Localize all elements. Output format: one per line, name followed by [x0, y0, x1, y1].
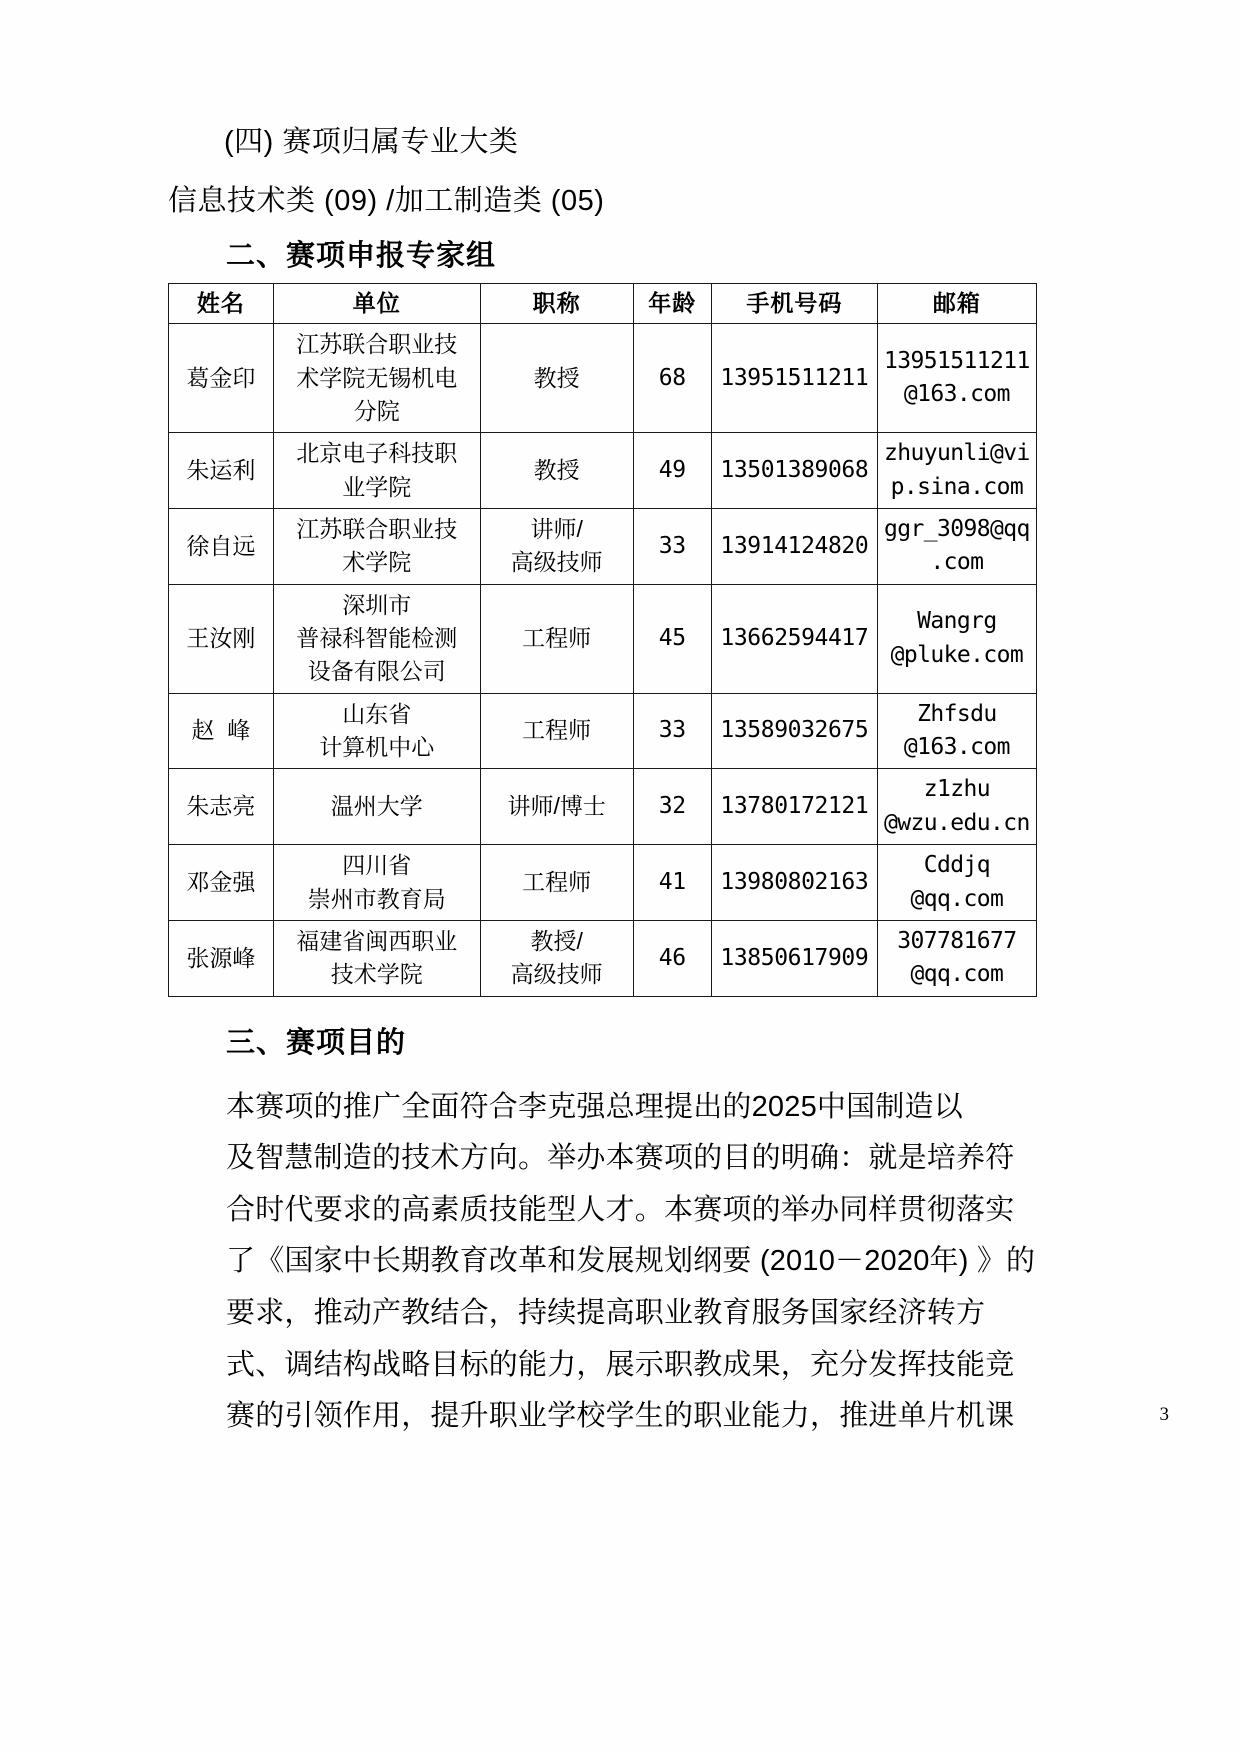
email-line: @pluke.com — [890, 641, 1024, 668]
cell-phone: 13850617909 — [712, 920, 878, 996]
paragraph-line: 及智慧制造的技术方向。举办本赛项的目的明确：就是培养符 — [226, 1142, 1015, 1175]
cell-email — [877, 920, 1036, 996]
email-line: @qq.com — [910, 961, 1004, 988]
cell-phone: 13980802163 — [712, 845, 878, 921]
unit-line: 设备有限公司 — [307, 658, 446, 685]
unit-line: 四川省 — [342, 852, 412, 879]
cell-name: 朱运利 — [169, 433, 274, 509]
cell-phone: 13589032675 — [712, 693, 878, 769]
title-line: 教授 — [533, 457, 580, 484]
cell-email — [877, 769, 1036, 845]
unit-line: 北京电子科技职 — [296, 440, 458, 467]
email-line: 13951511211 — [884, 348, 1030, 375]
cell-unit — [273, 324, 480, 433]
title-line: 工程师 — [522, 717, 592, 744]
table-row — [169, 584, 1037, 693]
cell-title — [480, 509, 633, 585]
table-row — [169, 324, 1037, 433]
cell-age: 41 — [633, 845, 712, 921]
section-four-heading: (四) 赛项归属专业大类 — [224, 126, 519, 158]
table-row — [169, 433, 1037, 509]
email-line: Zhfsdu — [917, 700, 997, 727]
cell-name: 王汝刚 — [169, 584, 274, 693]
email-line: Wangrg — [917, 608, 997, 635]
email-line: ggr_3098@qq — [884, 516, 1030, 543]
cell-age: 33 — [633, 693, 712, 769]
cell-title — [480, 920, 633, 996]
column-header-phone: 手机号码 — [712, 284, 878, 324]
unit-line: 术学院无锡机电 — [296, 364, 458, 391]
column-header-name: 姓名 — [169, 284, 274, 324]
section-four-body: 信息技术类 (09) /加工制造类 (05) — [168, 185, 605, 217]
title-line: 高级技师 — [510, 961, 603, 988]
cell-age: 49 — [633, 433, 712, 509]
cell-title — [480, 845, 633, 921]
email-line: 307781677 — [897, 927, 1017, 954]
cell-email — [877, 584, 1036, 693]
cell-name: 赵 峰 — [169, 693, 274, 769]
unit-line: 崇州市教育局 — [307, 885, 446, 912]
paragraph-line: 了《国家中长期教育改革和发展规划纲要 (2010－2020年) 》的 — [226, 1245, 1036, 1278]
unit-line: 深圳市 — [342, 591, 412, 618]
unit-line: 山东省 — [342, 700, 412, 727]
cell-email — [877, 509, 1036, 585]
email-line: @wzu.edu.cn — [884, 809, 1030, 836]
unit-line: 江苏联合职业技 — [296, 516, 458, 543]
table-body — [169, 324, 1037, 996]
cell-name: 朱志亮 — [169, 769, 274, 845]
column-header-unit: 单位 — [273, 284, 480, 324]
table-row — [169, 920, 1037, 996]
cell-unit — [273, 693, 480, 769]
paragraph-line: 式、调结构战略目标的能力，展示职教成果，充分发挥技能竞 — [226, 1348, 1015, 1381]
cell-title — [480, 433, 633, 509]
table-row — [169, 845, 1037, 921]
title-line: 讲师/博士 — [507, 793, 606, 820]
unit-line: 技术学院 — [330, 961, 423, 988]
table-row — [169, 769, 1037, 845]
email-line: @163.com — [903, 734, 1010, 761]
cell-name: 葛金印 — [169, 324, 274, 433]
cell-email — [877, 433, 1036, 509]
paragraph-line: 赛的引领作用，提升职业学校学生的职业能力，推进单片机课 — [226, 1400, 1015, 1433]
column-header-title: 职称 — [480, 284, 633, 324]
column-header-age: 年龄 — [633, 284, 712, 324]
section-three-heading: 三、赛项目的 — [226, 1026, 407, 1059]
email-line: @qq.com — [910, 885, 1004, 912]
cell-email — [877, 845, 1036, 921]
cell-title — [480, 769, 633, 845]
cell-unit — [273, 920, 480, 996]
cell-name: 张源峰 — [169, 920, 274, 996]
cell-phone: 13951511211 — [712, 324, 878, 433]
title-line: 工程师 — [522, 625, 592, 652]
email-line: z1zhu — [923, 776, 990, 803]
paragraph-line: 本赛项的推广全面符合李克强总理提出的2025中国制造以 — [226, 1090, 963, 1123]
table-row — [169, 509, 1037, 585]
email-line: @163.com — [903, 381, 1010, 408]
cell-email — [877, 693, 1036, 769]
cell-phone: 13662594417 — [712, 584, 878, 693]
cell-unit — [273, 769, 480, 845]
table-header-row — [169, 284, 1037, 324]
title-line: 教授/ — [530, 927, 583, 954]
unit-line: 温州大学 — [330, 793, 423, 820]
unit-line: 术学院 — [342, 549, 412, 576]
email-line: Cddjq — [923, 852, 990, 879]
email-line: zhuyunli@vi — [884, 440, 1030, 467]
cell-age: 45 — [633, 584, 712, 693]
email-line: p.sina.com — [890, 473, 1024, 500]
title-line: 高级技师 — [510, 549, 603, 576]
cell-age: 46 — [633, 920, 712, 996]
paragraph-line: 要求，推动产教结合，持续提高职业教育服务国家经济转方 — [226, 1296, 986, 1329]
unit-line: 业学院 — [342, 473, 412, 500]
cell-name: 邓金强 — [169, 845, 274, 921]
cell-age: 32 — [633, 769, 712, 845]
cell-phone: 13501389068 — [712, 433, 878, 509]
cell-title — [480, 693, 633, 769]
table-row — [169, 693, 1037, 769]
section-two-heading: 二、赛项申报专家组 — [226, 240, 497, 272]
paragraph-line: 合时代要求的高素质技能型人才。本赛项的举办同样贯彻落实 — [226, 1193, 1015, 1226]
cell-title — [480, 584, 633, 693]
column-header-email: 邮箱 — [877, 284, 1036, 324]
cell-unit — [273, 509, 480, 585]
page-content — [168, 128, 1048, 1443]
unit-line: 计算机中心 — [319, 734, 435, 761]
cell-name: 徐自远 — [169, 509, 274, 585]
unit-line: 普禄科智能检测 — [296, 625, 458, 652]
title-line: 讲师/ — [530, 516, 583, 543]
email-line: .com — [930, 549, 984, 576]
cell-age: 33 — [633, 509, 712, 585]
cell-unit — [273, 584, 480, 693]
page-number: 3 — [1159, 1404, 1169, 1425]
title-line: 教授 — [533, 364, 580, 391]
unit-line: 分院 — [353, 398, 400, 425]
title-line: 工程师 — [522, 868, 592, 895]
unit-line: 福建省闽西职业 — [296, 927, 458, 954]
cell-phone: 13780172121 — [712, 769, 878, 845]
cell-unit — [273, 433, 480, 509]
cell-unit — [273, 845, 480, 921]
unit-line: 江苏联合职业技 — [296, 331, 458, 358]
cell-email — [877, 324, 1036, 433]
cell-title — [480, 324, 633, 433]
expert-group-table — [168, 283, 1037, 997]
cell-age: 68 — [633, 324, 712, 433]
cell-phone: 13914124820 — [712, 509, 878, 585]
section-three-paragraph — [168, 1082, 1048, 1443]
